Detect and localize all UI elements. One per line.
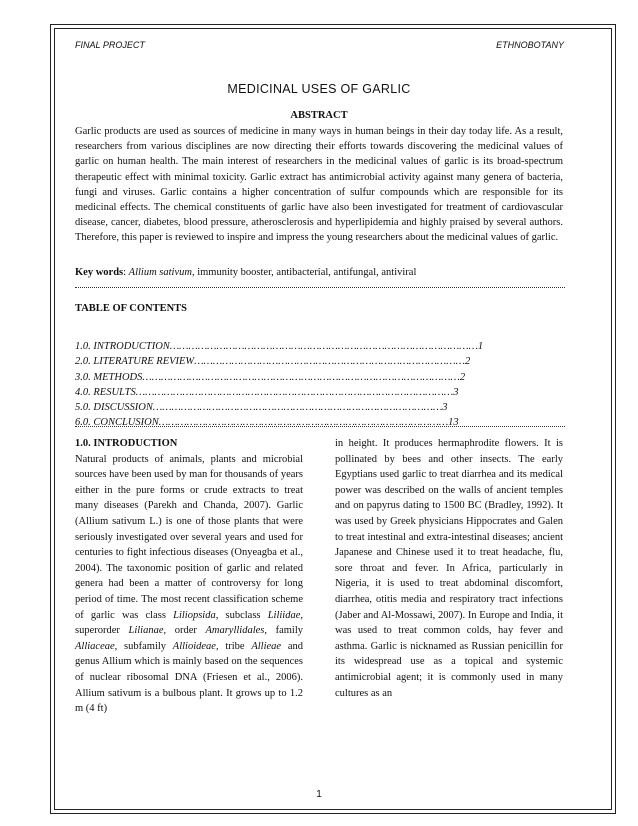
toc-item[interactable]: 2.0. LITERATURE REVIEW……………………………………………………………………………2 <box>75 356 471 368</box>
intro-text: , family <box>264 625 303 637</box>
taxon-term: Alliaceae <box>75 640 115 652</box>
toc-item-page: 3 <box>453 386 459 398</box>
table-of-contents <box>75 339 563 431</box>
toc-item-page: 2 <box>459 371 466 383</box>
toc-item[interactable]: 1.0. INTRODUCTION………………………………………………………………………………………1 <box>75 341 484 352</box>
header-left: FINAL PROJECT <box>75 40 145 50</box>
header-right: ETHNOBOTANY <box>496 40 564 50</box>
keywords-label: Key words <box>75 267 124 278</box>
taxon-term: Lilianae <box>128 625 164 637</box>
toc-item-page: 1 <box>477 341 484 352</box>
toc-item-label: 2.0. LITERATURE REVIEW <box>75 356 195 368</box>
keywords-rest: , immunity booster, antibacterial, antifungal, antiviral <box>191 267 417 278</box>
intro-text: , subclass <box>215 609 268 621</box>
page-number: 1 <box>316 789 322 800</box>
taxon-term: Allioideae <box>172 640 216 652</box>
intro-paragraph <box>75 452 303 717</box>
toc-item-label: 6.0. CONCLUSION <box>75 417 159 429</box>
taxon-term: Allieae <box>251 640 282 652</box>
toc-item-page: 3 <box>442 402 448 414</box>
intro-text: , superorder <box>75 609 303 637</box>
toc-item[interactable]: 5.0. DISCUSSION…………………………………………………………………………………3 <box>75 402 448 414</box>
intro-column-right <box>335 436 563 701</box>
intro-column-left <box>75 436 303 717</box>
abstract-text: Garlic products are used as sources of medicine in many ways in human beings in their day today life. As a result, researchers from various disciplines are now directing their efforts towards discovering the medicinal values of garlic on human health. The main interest of researchers in the medicinal values of garlic is its broad-spectrum therapeutic effect with minimal toxicity. Garlic extract has antimicrobial activity against many genera of bacteria, fungi and viruses. Garlic contains a higher concentration of sulfur compounds which are responsible for its medicinal effects. The chemical constituents of garlic have also been investigated for treatment of cardiovascular disease, cancer, diabetes, blood pressure, atherosclerosis and hyperlipidemia and highly praised by several authors. Therefore, this paper is reviewed to inspire and impress the young researchers about the medicinal values of garlic. <box>75 126 563 244</box>
toc-item[interactable]: 6.0. CONCLUSION…………………………………………………………………………………13 <box>75 417 459 429</box>
toc-item-label: 4.0. RESULTS <box>75 386 136 398</box>
intro-text: , subfamily <box>114 640 173 652</box>
intro-paragraph-continued: in height. It produces hermaphrodite flowers. It is pollinated by bees and other insects. The early Egyptians used garlic to treat diarrhea and its medical power was described on the walls of ancient temples and on papyrus dating to 1500 BC (Bradley, 1992). It was used by Greek physicians Hippocrates and Galen to treat intestinal and extra-intestinal diseases; ancient Japanese and Chinese used it to treat headache, flu, sore throat and fever. In Africa, particularly in Nigeria, it is used to treat abdominal discomfort, diarrhea, otitis media and respiratory tract infections (Jaber and Al-Mossawi, 2007). In Europe and India, it was used to treat common colds, hay fever and asthma. Garlic is nicknamed as Russian penicillin for its widespread use as a topical and systemic antimicrobial agent; it is commonly used in many cultures as an <box>335 438 563 699</box>
divider <box>75 287 565 288</box>
toc-item-label: 1.0. INTRODUCTION <box>75 341 170 352</box>
keywords-italic-term: Allium sativum <box>128 267 192 278</box>
intro-text: , order <box>163 625 206 637</box>
toc-item-label: 3.0. METHODS <box>75 371 143 383</box>
taxon-term: Amaryllidales <box>205 625 265 637</box>
toc-item-page: 2 <box>464 356 471 368</box>
section-heading-introduction: 1.0. INTRODUCTION <box>75 438 178 449</box>
divider <box>75 426 565 427</box>
toc-item[interactable]: 4.0. RESULTS…………………………………………………………………………………………3 <box>75 386 459 398</box>
abstract-heading: ABSTRACT <box>290 110 348 121</box>
paper-title: MEDICINAL USES OF GARLIC <box>227 82 411 96</box>
toc-item[interactable]: 3.0. METHODS…………………………………………………………………………………………2 <box>75 371 466 383</box>
taxon-term: Liliidae <box>267 609 301 621</box>
keywords: Key words: Allium sativum, immunity booster, antibacterial, antifungal, antiviral <box>75 267 417 278</box>
toc-item-label: 5.0. DISCUSSION <box>75 402 153 414</box>
toc-heading: TABLE OF CONTENTS <box>75 303 188 314</box>
intro-text: , tribe <box>215 640 252 652</box>
taxon-term: Liliopsida <box>173 609 216 621</box>
toc-item-page: 13 <box>448 417 459 429</box>
intro-text: Natural products of animals, plants and microbial sources have been used by man for thousands of years either in the pure forms or crude extracts to treat many diseases (Parekh and Chanda, 2007). Garlic (Allium sativum L.) is one of those plants that were seriously investigated over several years and used for centuries to fight infectious diseases (Onyeagba et al., 2004). The taxonomic position of garlic and related genera had been a matter of controversy for long period of time. The most recent classification scheme of garlic was class <box>75 453 303 621</box>
intro-text: and genus Allium which is mainly based on the sequences of nuclear ribosomal DNA (Friesen et al., 2006). Allium sativum is a bulbous plant. It grows up to 1.2 m (4 ft) <box>75 640 303 715</box>
